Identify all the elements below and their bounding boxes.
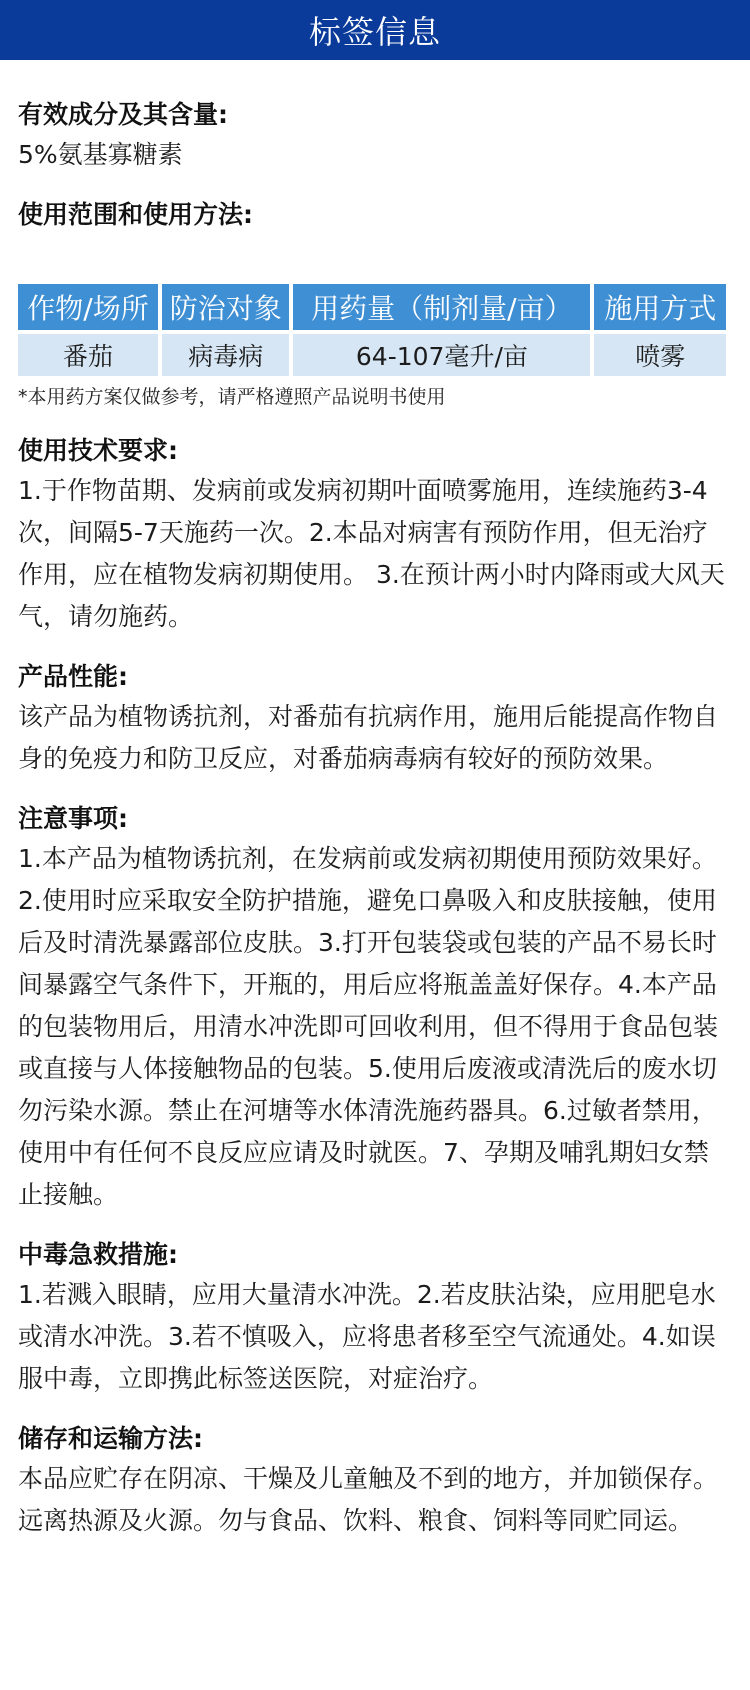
table-row: [18, 334, 726, 376]
technique-section: [18, 432, 732, 638]
performance-title: 产品性能:: [18, 662, 128, 691]
cell-crop: 番茄: [18, 334, 158, 376]
first-aid-text: 1.若溅入眼睛，应用大量清水冲洗。2.若皮肤沾染，应用肥皂水或清水冲洗。3.若不慎吸入，应将患者移至空气流通处。4.如误服中毒，立即携此标签送医院，对症治疗。: [18, 1280, 716, 1393]
first-aid-section: [18, 1236, 732, 1400]
column-header-method: 施用方式: [594, 284, 726, 330]
page-header: [0, 0, 750, 60]
usage-note: *本用药方案仅做参考，请严格遵照产品说明书使用: [18, 386, 446, 408]
precautions-title: 注意事项:: [18, 804, 128, 833]
performance-text: 该产品为植物诱抗剂，对番茄有抗病作用，施用后能提高作物自身的免疫力和防卫反应，对番茄病毒病有较好的预防效果。: [18, 702, 719, 773]
technique-text: 1.于作物苗期、发病前或发病初期叶面喷雾施用，连续施药3-4次，间隔5-7天施药一次。2.本品对病害有预防作用，但无治疗作用，应在植物发病初期使用。 3.在预计两小时内降雨或大风天气，请勿施药。: [18, 476, 725, 631]
usage-table: [14, 280, 730, 380]
first-aid-title: 中毒急救措施:: [18, 1240, 178, 1269]
cell-method: 喷雾: [594, 334, 726, 376]
storage-title: 储存和运输方法:: [18, 1424, 203, 1453]
cell-dosage: 64-107毫升/亩: [293, 334, 590, 376]
ingredient-section: [18, 96, 732, 176]
technique-title: 使用技术要求:: [18, 436, 178, 465]
ingredient-text: 5%氨基寡糖素: [18, 140, 183, 169]
cell-target: 病毒病: [162, 334, 289, 376]
page-title: 标签信息: [308, 13, 441, 51]
column-header-target: 防治对象: [162, 284, 289, 330]
usage-section: [18, 196, 732, 412]
performance-section: [18, 658, 732, 780]
precautions-text: 1.本产品为植物诱抗剂，在发病前或发病初期使用预防效果好。2.使用时应采取安全防护措施，避免口鼻吸入和皮肤接触，使用后及时清洗暴露部位皮肤。3.打开包装袋或包装的产品不易长时间暴露空气条件下，开瓶的，用后应将瓶盖盖好保存。4.本产品的包装物用后，用清水冲洗即可回收利用，但不得用于食品包装或直接与人体接触物品的包装。5.使用后废液或清洗后的废水切勿污染水源。禁止在河塘等水体清洗施药器具。6.过敏者禁用，使用中有任何不良反应应请及时就医。7、孕期及哺乳期妇女禁止接触。: [18, 844, 719, 1209]
storage-section: [18, 1420, 732, 1542]
column-header-crop: 作物/场所: [18, 284, 158, 330]
usage-spacer: [18, 234, 732, 280]
usage-title: 使用范围和使用方法:: [18, 200, 253, 229]
storage-text: 本品应贮存在阴凉、干燥及儿童触及不到的地方，并加锁保存。远离热源及火源。勿与食品、饮料、粮食、饲料等同贮同运。: [18, 1464, 719, 1535]
label-content: [0, 96, 750, 1542]
column-header-dosage: 用药量（制剂量/亩）: [293, 284, 590, 330]
ingredient-title: 有效成分及其含量:: [18, 100, 228, 129]
usage-table-header-row: [18, 284, 726, 330]
precautions-section: [18, 800, 732, 1216]
